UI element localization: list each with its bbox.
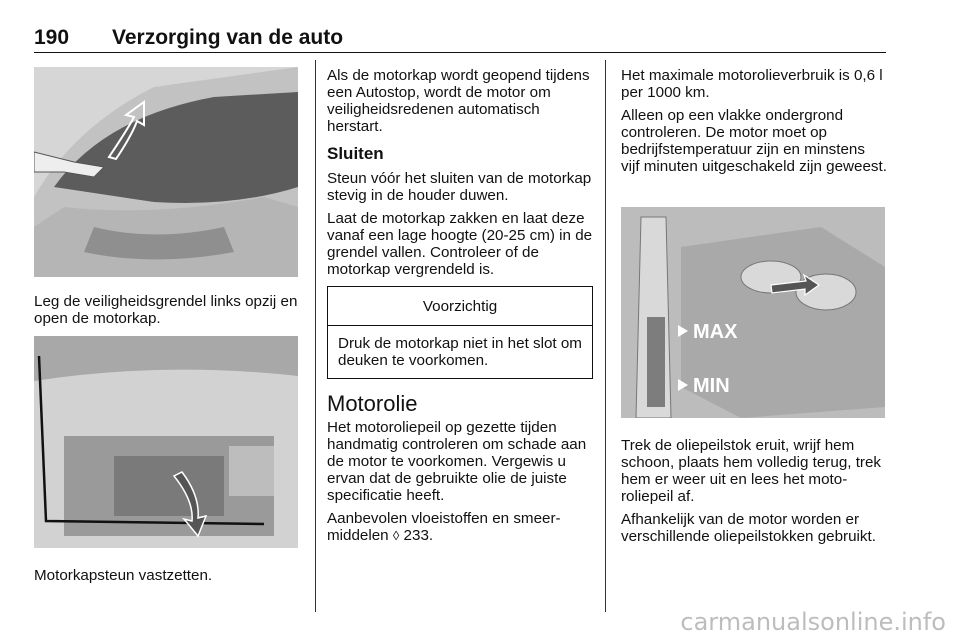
- close-paragraph: Laat de motorkap zakken en laat deze vanaf een lage hoogte (20-25 cm) in de grendel vallen. Controleer of de motorkap vergrendeld is.: [327, 210, 593, 278]
- fluids-reference-paragraph: [327, 510, 593, 544]
- dipstick-procedure-paragraph: Trek de oliepeilstok eruit, wrijf hem schoon, plaats hem volledig terug, trek hem er weer uit en lees het motoroliepeil af.: [621, 437, 882, 505]
- page-header: [34, 22, 886, 53]
- caption-hood-support: Motorkapsteun vastzetten.: [34, 567, 213, 584]
- column-divider-1: [315, 60, 316, 612]
- dipstick-variants-paragraph: Afhankelijk van de motor worden er verschillende oliepeilstokken gebruikt.: [621, 511, 876, 545]
- autostop-paragraph: Als de motorkap wordt geopend tijdens een Autostop, wordt de motor om veiligheidsredenen automatisch herstart.: [327, 67, 590, 135]
- column-divider-2: [605, 60, 606, 612]
- column-1-caption-1: [34, 293, 302, 333]
- oil-consumption-paragraph: Het maximale motorolieverbruik is 0,6 l per 1000 km.: [621, 67, 883, 101]
- column-3-top: [621, 67, 887, 181]
- column-2: [327, 67, 593, 550]
- warning-box: [327, 286, 593, 379]
- column-1-caption-2: [34, 567, 302, 590]
- fluids-reference-page[interactable]: 233.: [403, 527, 434, 544]
- page-number: 190: [34, 26, 70, 49]
- hood-release-illustration: [34, 67, 298, 277]
- warning-title: Voorzichtig: [328, 287, 592, 326]
- hood-support-illustration: [34, 336, 298, 548]
- dipstick-min-label: MIN: [693, 375, 730, 397]
- heading-sluiten: Sluiten: [327, 144, 384, 163]
- heading-motorolie: Motorolie: [327, 391, 418, 416]
- support-paragraph: Steun vóór het sluiten van de motorkap stevig in de houder duwen.: [327, 170, 592, 204]
- ref-arrow-icon: ◊: [392, 528, 400, 543]
- fluids-reference-text: Aanbevolen vloeistoffen en smeermiddelen: [327, 510, 561, 544]
- chapter-title: Verzorging van de auto: [112, 26, 344, 49]
- dipstick-max-label: MAX: [693, 321, 738, 343]
- column-3-bottom: [621, 437, 887, 551]
- warning-text: Druk de motorkap niet in het slot om deuken te voorkomen.: [338, 335, 582, 369]
- oil-check-paragraph: Het motoroliepeil op gezette tijden handmatig controleren om schade aan de motor te voorkomen. Vergewis u ervan dat de gebruikte olie de juiste specificatie heeft.: [327, 419, 587, 504]
- watermark: carmanualsonline.info: [680, 608, 946, 636]
- caption-hood-release: Leg de veiligheidsgrendel links opzij en open de motorkap.: [34, 293, 298, 327]
- dipstick-illustration: [621, 207, 885, 418]
- level-surface-paragraph: Alleen op een vlakke ondergrond controleren. De motor moet op bedrijfstemperatuur zijn en minstens vijf minuten uitgeschakeld zijn geweest.: [621, 107, 887, 175]
